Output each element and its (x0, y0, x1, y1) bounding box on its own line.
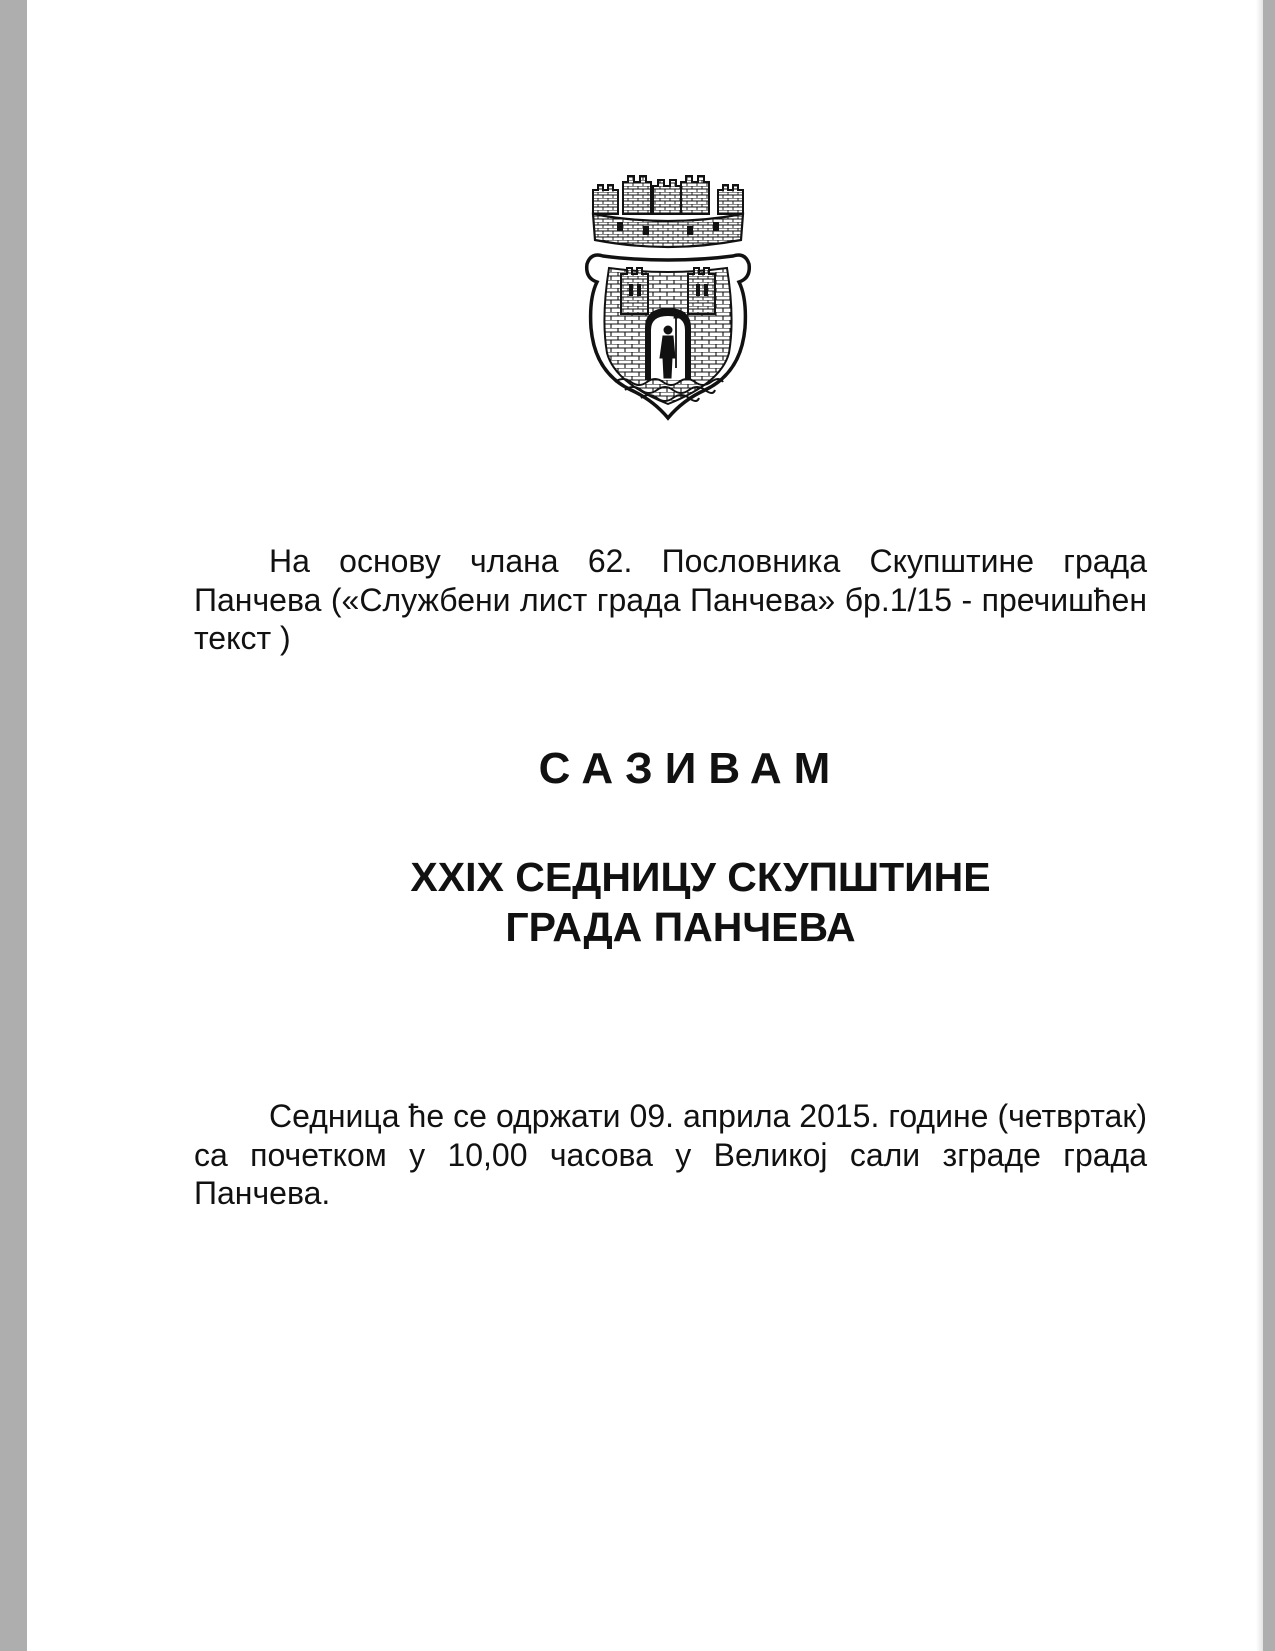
session-title-line-2: ГРАДА ПАНЧЕВА (505, 904, 856, 950)
convene-heading: САЗИВАМ (538, 744, 843, 793)
session-title (194, 852, 1147, 952)
scan-shadow-right (1256, 0, 1263, 1651)
session-details-paragraph: Седница ће се одржати 09. априла 2015. године (четвртак) са почетком у 10,00 часова у Великој сали зграде града Панчева. (194, 1098, 1147, 1211)
scan-border-left (0, 0, 27, 1651)
legal-basis-paragraph: На основу члана 62. Пословника Скупштине града Панчева («Службени лист града Панчева» бр.1/15 - пречишћен текст ) (194, 543, 1147, 656)
session-title-line-1: XXIX СЕДНИЦУ СКУПШТИНЕ (410, 854, 991, 900)
pancevo-coat-of-arms-icon (583, 168, 753, 423)
scan-border-right (1263, 0, 1275, 1651)
